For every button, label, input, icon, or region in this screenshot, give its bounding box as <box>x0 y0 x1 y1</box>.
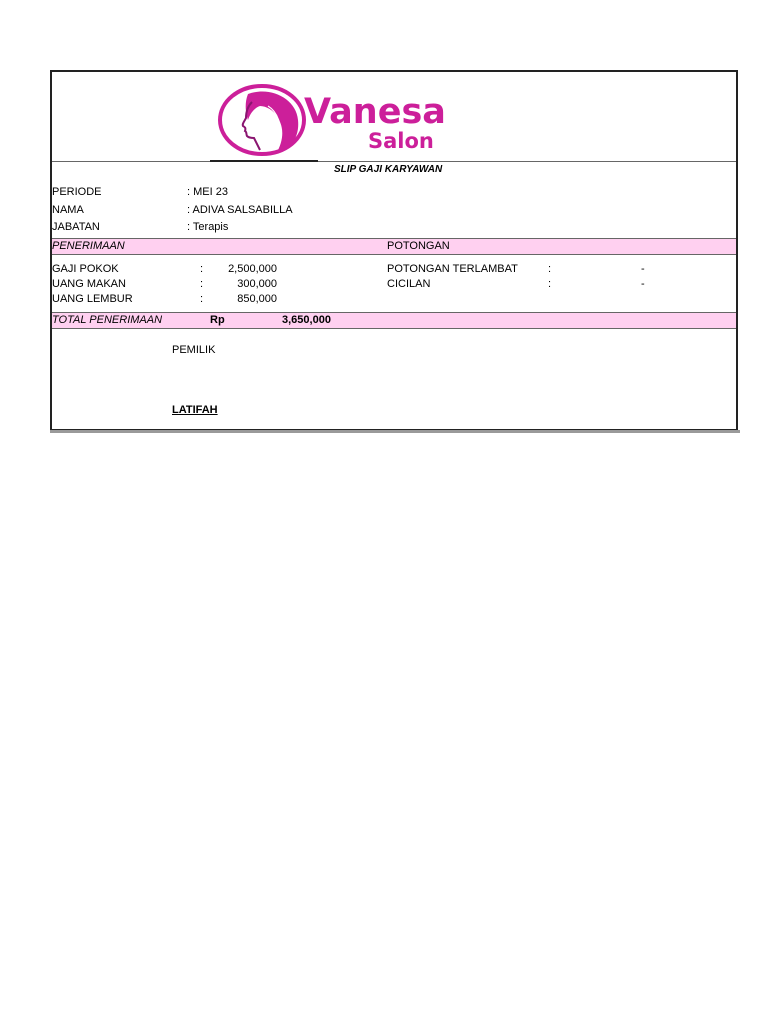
total-label: TOTAL PENERIMAAN <box>52 314 163 326</box>
deduction-label-terlambat: POTONGAN TERLAMBAT <box>387 263 518 275</box>
woman-face-logo-icon <box>218 84 310 156</box>
brand-sub: Salon <box>368 129 434 153</box>
signature-name: LATIFAH <box>172 404 218 416</box>
income-value-uang-lembur: 850,000 <box>237 293 277 305</box>
info-value-nama: : ADIVA SALSABILLA <box>187 204 293 216</box>
signature-role: PEMILIK <box>172 344 216 356</box>
info-value-jabatan: : Terapis <box>187 221 229 233</box>
deduction-label-cicilan: CICILAN <box>387 278 431 290</box>
info-value-periode: : MEI 23 <box>187 186 228 198</box>
deduction-sep: : <box>548 278 552 290</box>
logo-underline <box>210 160 318 162</box>
slip-title: SLIP GAJI KARYAWAN <box>334 164 443 175</box>
income-sep: : <box>200 293 204 305</box>
income-label-uang-lembur: UANG LEMBUR <box>52 293 133 305</box>
deduction-sep: : <box>548 263 552 275</box>
header-divider <box>52 161 736 162</box>
info-label-nama: NAMA <box>52 204 84 216</box>
slip-bottom-border <box>50 430 740 433</box>
income-value-uang-makan: 300,000 <box>237 278 277 290</box>
brand-name: Vanesa <box>304 92 446 132</box>
income-label-uang-makan: UANG MAKAN <box>52 278 126 290</box>
total-currency: Rp <box>210 314 225 326</box>
total-value: 3,650,000 <box>282 314 331 326</box>
salon-logo <box>218 84 488 156</box>
income-label-gaji-pokok: GAJI POKOK <box>52 263 119 275</box>
info-label-jabatan: JABATAN <box>52 221 100 233</box>
info-label-periode: PERIODE <box>52 186 102 198</box>
income-sep: : <box>200 278 204 290</box>
salary-slip <box>50 70 738 431</box>
section-deductions: POTONGAN <box>387 240 450 252</box>
income-value-gaji-pokok: 2,500,000 <box>228 263 277 275</box>
deduction-value-cicilan: - <box>641 278 645 290</box>
deduction-value-terlambat: - <box>641 263 645 275</box>
income-sep: : <box>200 263 204 275</box>
section-income: PENERIMAAN <box>52 240 125 252</box>
